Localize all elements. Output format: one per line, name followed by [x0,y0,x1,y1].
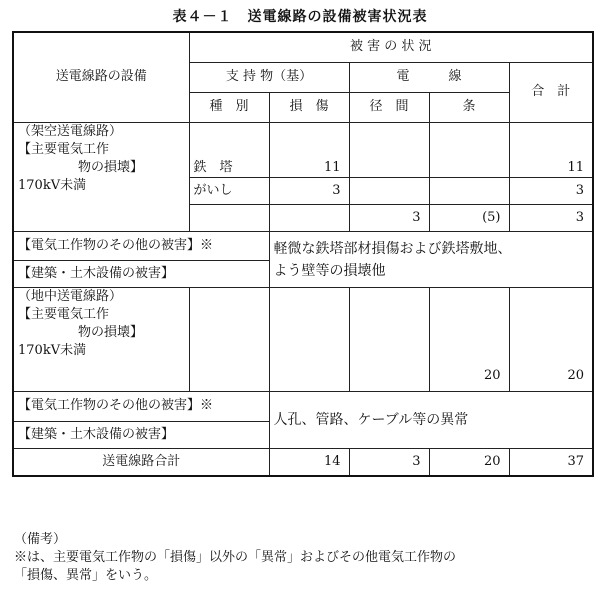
overhead-remark-2: よう壁等の損壊他 [273,262,386,279]
header-strands: 条 [429,92,509,122]
header-total: 合 計 [509,62,593,122]
underground-title: （地中送電線路） [18,288,123,304]
overhead-label-cell [13,122,189,231]
header-type: 種 別 [189,92,269,122]
overhead-remark-1: 軽微な鉄塔部材損傷および鉄塔敷地、 [273,240,512,257]
table-cell: 3 [349,204,429,231]
table-cell: 鉄 塔 [189,122,269,177]
overhead-title: （架空送電線路） [18,123,123,139]
underground-other-damage: 【電気工作物のその他の被害】※ [13,391,269,421]
overhead-other-damage: 【電気工作物のその他の被害】※ [13,231,269,260]
table-cell [349,177,429,204]
table-cell: 20 [429,287,509,391]
notes-line-1: ※は、主要電気工作物の「損傷」以外の「異常」およびその他電気工作物の [14,550,457,565]
notes-line-2: 「損傷、異常」をいう。 [14,568,158,583]
underground-voltage: 170kV未満 [18,342,87,358]
table-caption: 表４－１ 送電線路の設備被害状況表 [172,9,428,25]
damage-table [12,31,594,477]
header-damage-status: 被 害 の 状 況 [189,32,593,62]
table-cell [189,287,269,391]
underground-main-damage-1: 【主要電気工作 [18,306,110,322]
header-spans: 径 間 [349,92,429,122]
table-cell [189,204,269,231]
table-cell [429,122,509,177]
header-damage: 損 傷 [269,92,349,122]
overhead-main-damage-2: 物の損壊】 [78,159,144,175]
table-cell: がいし [189,177,269,204]
overhead-remark-cell [269,231,593,287]
header-facility: 送電線路の設備 [13,32,189,122]
table-cell: 20 [509,287,593,391]
table-cell [269,204,349,231]
table-cell: 3 [509,204,593,231]
table-cell: (5) [429,204,509,231]
header-wire: 電 線 [349,62,509,92]
table-cell [269,287,349,391]
table-cell [429,177,509,204]
table-cell: 3 [269,177,349,204]
table-cell: 14 [269,448,349,476]
underground-main-damage-2: 物の損壊】 [78,324,144,340]
underground-label-cell [13,287,189,391]
table-cell [349,287,429,391]
underground-civil-damage: 【建築・土木設備の被害】 [13,421,269,448]
underground-remark: 人孔、管路、ケーブル等の異常 [269,391,593,448]
overhead-civil-damage: 【建築・土木設備の被害】 [13,260,269,287]
overhead-main-damage-1: 【主要電気工作 [18,141,110,157]
table-cell: 11 [269,122,349,177]
grand-total-label: 送電線路合計 [13,448,269,476]
table-cell: 11 [509,122,593,177]
header-support: 支 持 物（基） [189,62,349,92]
table-cell [349,122,429,177]
notes-heading: （備考） [14,532,67,547]
table-cell: 3 [509,177,593,204]
overhead-voltage: 170kV未満 [18,177,87,193]
table-cell: 37 [509,448,593,476]
table-cell: 3 [349,448,429,476]
table-cell: 20 [429,448,509,476]
